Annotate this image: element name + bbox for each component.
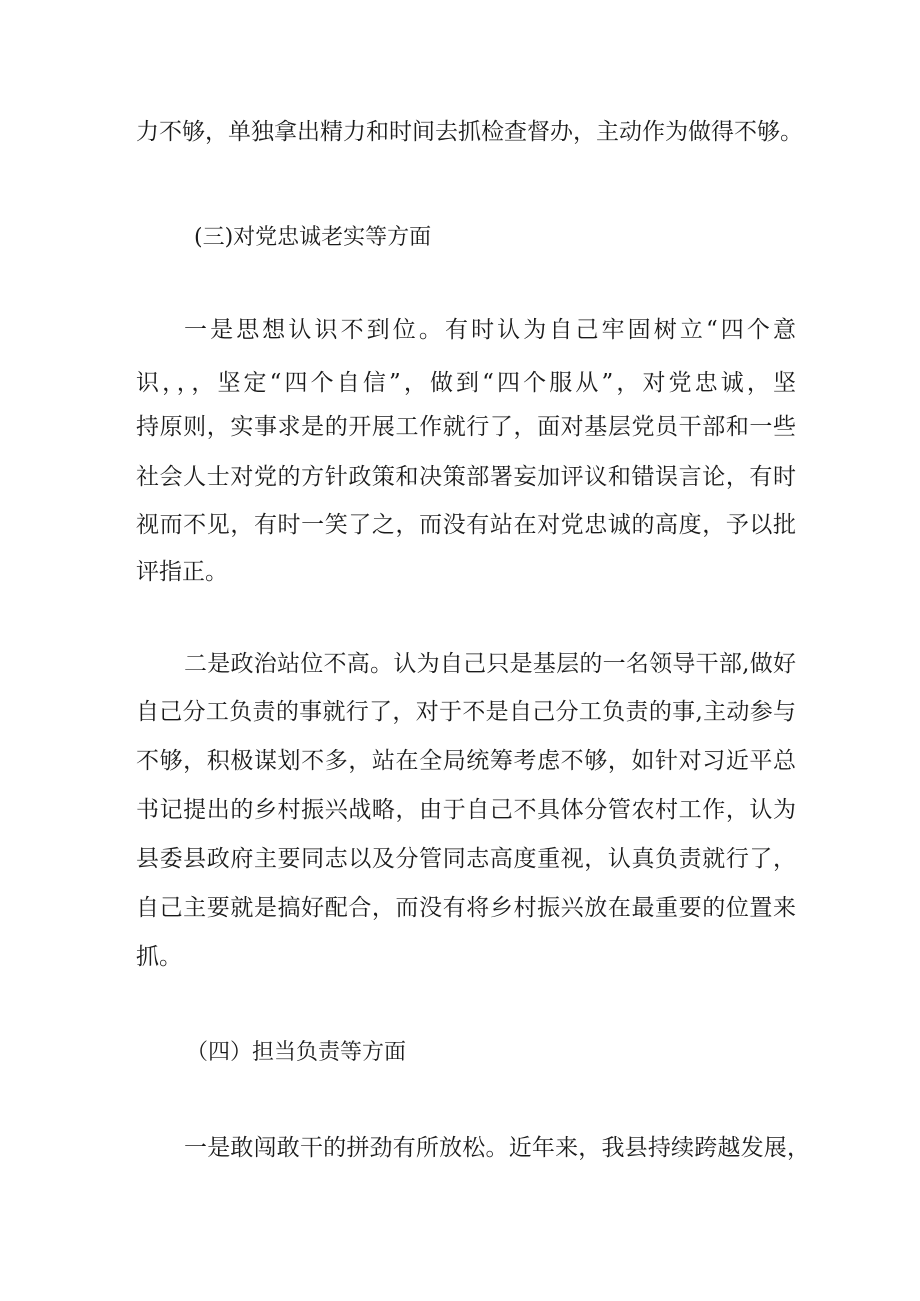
paragraph-line: 一是敢闯敢干的拼劲有所放松。近年来，我县持续跨越发展， [184,1135,810,1161]
paragraph-line: 自己分工负责的事就行了，对于不是自己分工负责的事,主动参与 [136,699,796,725]
paragraph-line: 识，，，坚定“四个自信”，做到“四个服从”，对党忠诚，坚 [136,370,796,396]
paragraph-line: 抓。 [136,944,182,970]
paragraph-line: 力不够，单独拿出精力和时间去抓检查督办，主动作为做得不够。 [136,119,803,145]
paragraph-line: 县委县政府主要同志以及分管同志高度重视，认真负责就行了， [136,846,796,872]
section-heading-3: (三)对党忠诚老实等方面 [194,225,432,250]
paragraph-line: 一是思想认识不到位。有时认为自己牢固树立“四个意 [184,317,796,343]
paragraph-line: 持原则，实事求是的开展工作就行了，面对基层党员干部和一些 [136,414,796,440]
paragraph-line: 不够，积极谋划不多，站在全局统筹考虑不够，如针对习近平总 [136,748,796,774]
paragraph-line: 视而不见，有时一笑了之，而没有站在对党忠诚的高度，予以批 [136,512,796,538]
paragraph-line: 自己主要就是搞好配合，而没有将乡村振兴放在最重要的位置来 [136,895,796,921]
section-heading-4: （四）担当负责等方面 [186,1040,407,1065]
paragraph-line: 评指正。 [136,559,228,585]
paragraph-line: 社会人士对党的方针政策和决策部署妄加评议和错误言论，有时 [136,464,796,490]
paragraph-line: 二是政治站位不高。认为自己只是基层的一名领导干部,做好 [184,651,796,677]
paragraph-line: 书记提出的乡村振兴战略，由于自己不具体分管农村工作，认为 [136,797,796,823]
